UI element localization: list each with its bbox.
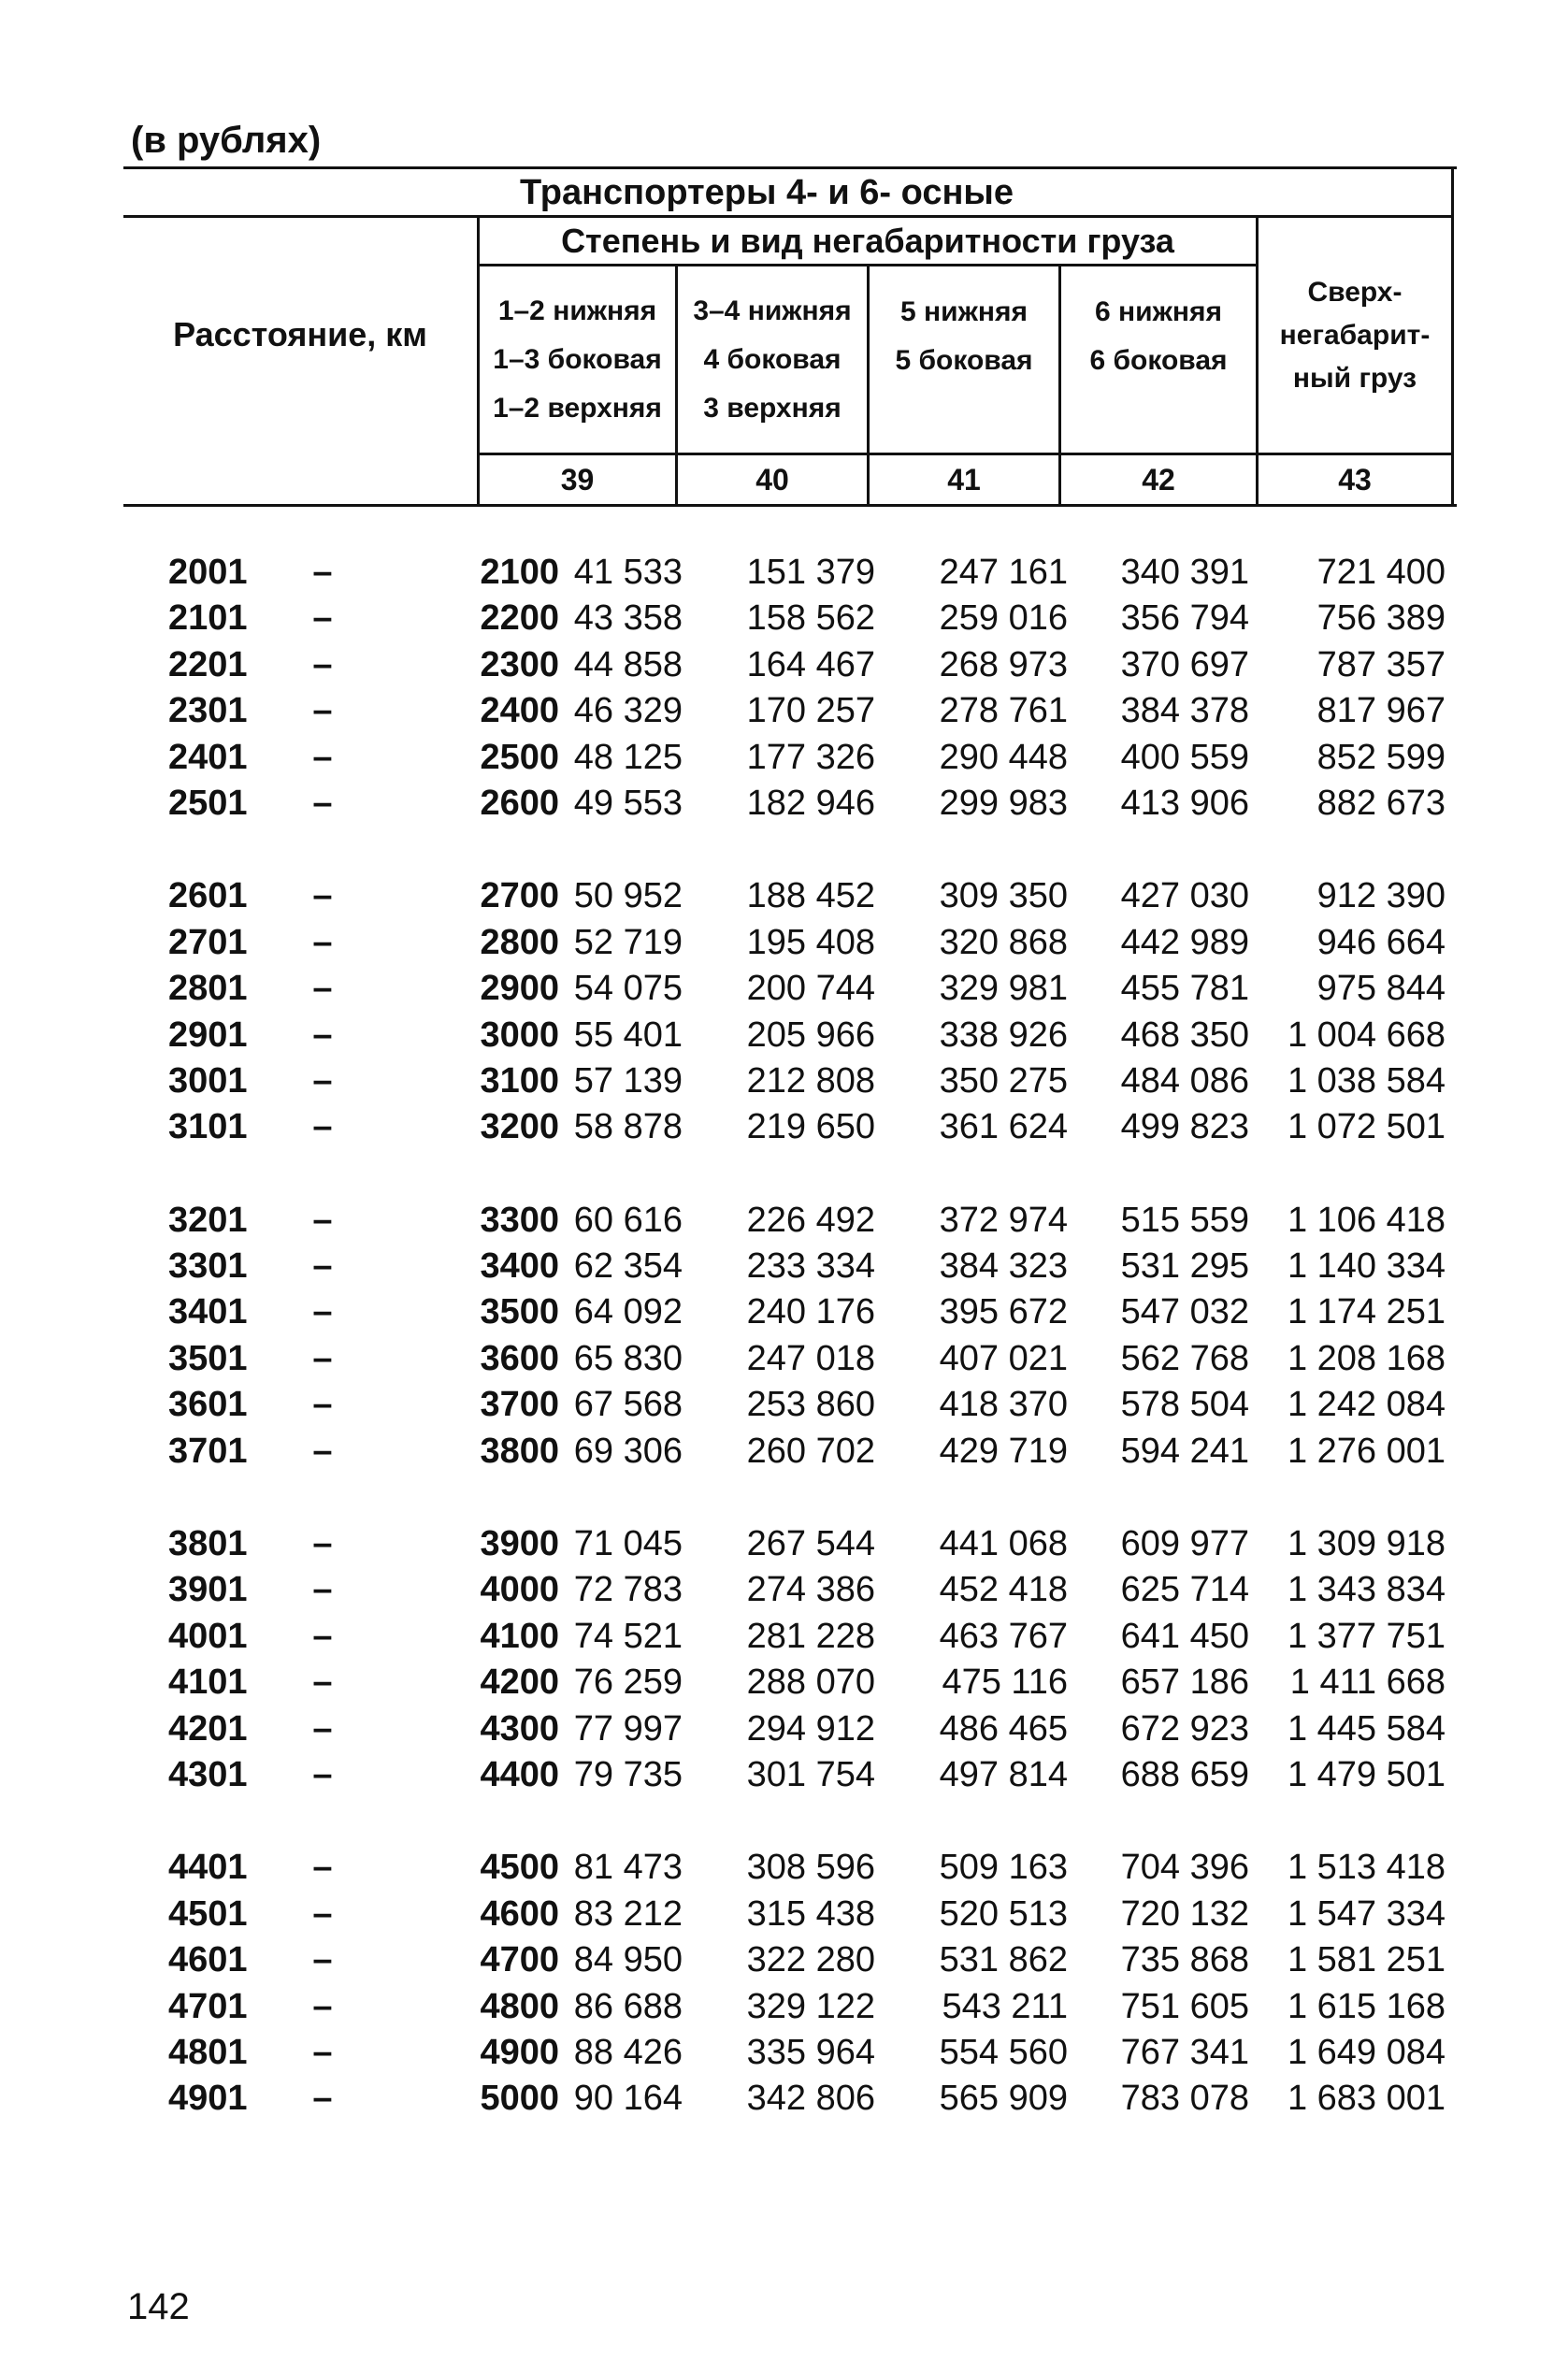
col-number-40: 40 xyxy=(755,462,789,497)
rate-cell-42: 531 295 xyxy=(1120,1246,1249,1287)
table-row xyxy=(123,873,1457,919)
rate-cell-41: 486 465 xyxy=(939,1708,1068,1749)
distance-from: 2301 xyxy=(168,691,248,731)
rate-cell-40: 164 467 xyxy=(746,644,875,684)
rate-cell-41: 475 116 xyxy=(942,1662,1068,1703)
rate-cell-41: 531 862 xyxy=(939,1940,1068,1980)
rate-cell-42: 356 794 xyxy=(1120,598,1249,639)
rate-cell-40: 158 562 xyxy=(746,598,875,639)
distance-from: 3001 xyxy=(168,1060,248,1101)
distance-to: 2200 xyxy=(480,598,559,639)
rate-cell-42: 515 559 xyxy=(1120,1200,1249,1240)
rate-cell-39: 48 125 xyxy=(573,737,683,777)
distance-from: 4401 xyxy=(168,1848,248,1888)
rate-cell-39: 77 997 xyxy=(573,1708,683,1749)
distance-dash: – xyxy=(312,1940,333,1980)
rate-cell-39: 62 354 xyxy=(573,1246,683,1287)
rate-cell-42: 720 132 xyxy=(1120,1893,1249,1934)
table-row xyxy=(123,735,1457,781)
rate-cell-41: 247 161 xyxy=(939,553,1068,592)
col-number-43: 43 xyxy=(1338,462,1372,497)
rate-cell-39: 57 139 xyxy=(573,1060,683,1101)
rate-cell-42: 468 350 xyxy=(1120,1015,1249,1055)
distance-from: 2901 xyxy=(168,1015,248,1055)
rate-cell-42: 484 086 xyxy=(1120,1060,1249,1101)
rate-cell-41: 509 163 xyxy=(939,1848,1068,1888)
rate-cell-40: 226 492 xyxy=(746,1200,875,1240)
rate-cell-39: 81 473 xyxy=(573,1848,683,1888)
rate-cell-39: 84 950 xyxy=(573,1940,683,1980)
rate-cell-39: 65 830 xyxy=(573,1338,683,1378)
distance-dash: – xyxy=(312,783,333,823)
distance-to: 2900 xyxy=(480,969,559,1009)
distance-dash: – xyxy=(312,1616,333,1656)
rate-cell-43: 1 547 334 xyxy=(1287,1893,1446,1934)
rate-cell-40: 301 754 xyxy=(746,1754,875,1794)
rate-cell-43: 882 673 xyxy=(1316,783,1446,823)
rate-cell-41: 350 275 xyxy=(939,1060,1068,1101)
rate-cell-39: 71 045 xyxy=(573,1524,683,1564)
rate-cell-42: 384 378 xyxy=(1120,691,1249,731)
rate-cell-39: 44 858 xyxy=(573,644,683,684)
rate-cell-40: 274 386 xyxy=(746,1570,875,1610)
rate-cell-43: 1 038 584 xyxy=(1287,1060,1446,1101)
col39-header: 1–2 нижняя 1–3 боковая 1–2 верхняя xyxy=(493,295,662,424)
table-title: Транспортеры 4- и 6- осные xyxy=(519,172,1014,212)
rate-cell-42: 704 396 xyxy=(1120,1848,1249,1888)
distance-to: 3200 xyxy=(480,1107,559,1147)
rate-cell-42: 688 659 xyxy=(1120,1754,1249,1794)
distance-header: Расстояние, км xyxy=(173,315,427,353)
rate-cell-40: 240 176 xyxy=(746,1292,875,1332)
distance-to: 4700 xyxy=(480,1940,559,1980)
rate-cell-43: 1 377 751 xyxy=(1287,1616,1446,1656)
rate-cell-39: 69 306 xyxy=(573,1431,683,1471)
table-row xyxy=(123,1984,1457,2030)
rate-cell-41: 497 814 xyxy=(939,1754,1068,1794)
rate-cell-42: 657 186 xyxy=(1120,1662,1249,1703)
rate-cell-39: 50 952 xyxy=(573,876,683,916)
rate-cell-41: 384 323 xyxy=(939,1246,1068,1287)
rate-cell-42: 735 868 xyxy=(1120,1940,1249,1980)
rate-cell-39: 52 719 xyxy=(573,922,683,962)
distance-from: 3201 xyxy=(168,1200,248,1240)
rate-cell-39: 46 329 xyxy=(573,691,683,731)
distance-dash: – xyxy=(312,1662,333,1703)
col42-header: 6 нижняя 6 боковая xyxy=(1089,296,1228,376)
rate-cell-40: 219 650 xyxy=(746,1107,875,1147)
table-row xyxy=(123,1892,1457,1937)
table-row xyxy=(123,1521,1457,1567)
table-row xyxy=(123,2030,1457,2076)
rate-cell-42: 547 032 xyxy=(1120,1292,1249,1332)
rate-cell-40: 281 228 xyxy=(746,1616,875,1656)
table-row xyxy=(123,1845,1457,1891)
rate-cell-40: 247 018 xyxy=(746,1338,875,1378)
distance-to: 3300 xyxy=(480,1200,559,1240)
distance-to: 5000 xyxy=(480,2079,559,2119)
rate-cell-40: 177 326 xyxy=(746,737,875,777)
units-note: (в рублях) xyxy=(131,120,322,161)
rate-cell-39: 90 164 xyxy=(573,2079,683,2119)
rate-cell-42: 370 697 xyxy=(1120,644,1249,684)
rate-cell-41: 565 909 xyxy=(939,2079,1068,2119)
distance-to: 4300 xyxy=(480,1708,559,1749)
rate-cell-42: 562 768 xyxy=(1120,1338,1249,1378)
row-group xyxy=(123,1845,1457,2122)
distance-dash: – xyxy=(312,737,333,777)
rate-cell-43: 1 411 668 xyxy=(1289,1662,1446,1703)
distance-from: 3501 xyxy=(168,1338,248,1378)
distance-from: 4501 xyxy=(168,1893,248,1934)
distance-from: 2501 xyxy=(168,783,248,823)
rate-cell-39: 67 568 xyxy=(573,1385,683,1425)
table-row xyxy=(123,550,1457,596)
distance-dash: – xyxy=(312,1246,333,1287)
table-row xyxy=(123,1289,1457,1335)
rate-cell-42: 641 450 xyxy=(1120,1616,1249,1656)
distance-dash: – xyxy=(312,1570,333,1610)
rate-cell-40: 205 966 xyxy=(746,1015,875,1055)
rate-cell-39: 72 783 xyxy=(573,1570,683,1610)
distance-to: 2800 xyxy=(480,922,559,962)
rate-cell-43: 1 581 251 xyxy=(1287,1940,1446,1980)
col-number-41: 41 xyxy=(947,462,981,497)
rate-cell-43: 1 445 584 xyxy=(1287,1708,1446,1749)
distance-dash: – xyxy=(312,598,333,639)
distance-dash: – xyxy=(312,969,333,1009)
distance-from: 3601 xyxy=(168,1385,248,1425)
distance-from: 4701 xyxy=(168,1986,248,2026)
rate-cell-41: 338 926 xyxy=(939,1015,1068,1055)
distance-to: 3000 xyxy=(480,1015,559,1055)
distance-from: 3901 xyxy=(168,1570,248,1610)
rate-cell-43: 946 664 xyxy=(1316,922,1446,962)
distance-to: 3100 xyxy=(480,1060,559,1101)
table-row xyxy=(123,596,1457,641)
distance-from: 4601 xyxy=(168,1940,248,1980)
distance-to: 2500 xyxy=(480,737,559,777)
rate-cell-41: 278 761 xyxy=(939,691,1068,731)
rate-cell-43: 756 389 xyxy=(1316,598,1446,639)
rate-cell-43: 1 615 168 xyxy=(1287,1986,1446,2026)
distance-from: 4801 xyxy=(168,2032,248,2072)
table-row xyxy=(123,688,1457,734)
distance-to: 2400 xyxy=(480,691,559,731)
distance-from: 2201 xyxy=(168,644,248,684)
distance-to: 4900 xyxy=(480,2032,559,2072)
table-row xyxy=(123,1198,1457,1244)
rate-cell-43: 852 599 xyxy=(1316,737,1446,777)
rate-cell-39: 60 616 xyxy=(573,1200,683,1240)
table-row xyxy=(123,966,1457,1012)
distance-from: 3401 xyxy=(168,1292,248,1332)
distance-dash: – xyxy=(312,1848,333,1888)
table-row xyxy=(123,1013,1457,1058)
distance-to: 3600 xyxy=(480,1338,559,1378)
distance-to: 2700 xyxy=(480,876,559,916)
table-row xyxy=(123,1336,1457,1382)
table-header xyxy=(123,166,1457,507)
table-row xyxy=(123,2076,1457,2122)
distance-dash: – xyxy=(312,1015,333,1055)
rate-cell-41: 309 350 xyxy=(939,876,1068,916)
distance-to: 2100 xyxy=(480,553,559,592)
rate-cell-43: 1 242 084 xyxy=(1287,1385,1446,1425)
distance-to: 2600 xyxy=(480,783,559,823)
rate-cell-41: 429 719 xyxy=(939,1431,1068,1471)
distance-dash: – xyxy=(312,1893,333,1934)
rate-cell-39: 49 553 xyxy=(573,783,683,823)
rate-cell-43: 1 140 334 xyxy=(1287,1246,1446,1287)
table-row xyxy=(123,1706,1457,1752)
distance-dash: – xyxy=(312,1107,333,1147)
rate-cell-39: 79 735 xyxy=(573,1754,683,1794)
rate-cell-42: 672 923 xyxy=(1120,1708,1249,1749)
table-row xyxy=(123,1244,1457,1289)
table-row xyxy=(123,1614,1457,1660)
table-row xyxy=(123,1937,1457,1983)
distance-from: 4001 xyxy=(168,1616,248,1656)
distance-dash: – xyxy=(312,1292,333,1332)
table-row xyxy=(123,781,1457,827)
rate-cell-41: 268 973 xyxy=(939,644,1068,684)
distance-to: 4500 xyxy=(480,1848,559,1888)
rate-cell-43: 1 649 084 xyxy=(1287,2032,1446,2072)
table-row xyxy=(123,642,1457,688)
table-row xyxy=(123,1382,1457,1428)
page-number: 142 xyxy=(127,2286,190,2327)
rate-cell-41: 407 021 xyxy=(939,1338,1068,1378)
distance-dash: – xyxy=(312,1754,333,1794)
distance-to: 3700 xyxy=(480,1385,559,1425)
rate-cell-40: 260 702 xyxy=(746,1431,875,1471)
rate-cell-43: 1 683 001 xyxy=(1287,2079,1446,2119)
distance-from: 4901 xyxy=(168,2079,248,2119)
rate-cell-42: 578 504 xyxy=(1120,1385,1249,1425)
rate-cell-40: 288 070 xyxy=(746,1662,875,1703)
rate-cell-43: 787 357 xyxy=(1316,644,1446,684)
distance-to: 4400 xyxy=(480,1754,559,1794)
rate-cell-40: 267 544 xyxy=(746,1524,875,1564)
rate-cell-42: 594 241 xyxy=(1120,1431,1249,1471)
rate-cell-41: 520 513 xyxy=(939,1893,1068,1934)
distance-dash: – xyxy=(312,1338,333,1378)
degree-header: Степень и вид негабаритности груза xyxy=(561,222,1174,260)
rate-cell-42: 427 030 xyxy=(1120,876,1249,916)
rate-cell-41: 395 672 xyxy=(939,1292,1068,1332)
rate-cell-43: 817 967 xyxy=(1316,691,1446,731)
distance-to: 3800 xyxy=(480,1431,559,1471)
rate-cell-39: 76 259 xyxy=(573,1662,683,1703)
distance-from: 2001 xyxy=(168,553,248,592)
rate-cell-39: 58 878 xyxy=(573,1107,683,1147)
distance-to: 2300 xyxy=(480,644,559,684)
rate-cell-43: 1 513 418 xyxy=(1287,1848,1446,1888)
table-row xyxy=(123,1058,1457,1104)
row-group xyxy=(123,1521,1457,1798)
rate-cell-40: 233 334 xyxy=(746,1246,875,1287)
rate-cell-41: 259 016 xyxy=(939,598,1068,639)
rate-cell-43: 912 390 xyxy=(1316,876,1446,916)
rate-cell-43: 1 309 918 xyxy=(1287,1524,1446,1564)
rate-cell-42: 455 781 xyxy=(1120,969,1249,1009)
rate-cell-43: 1 479 501 xyxy=(1287,1754,1446,1794)
rate-cell-40: 212 808 xyxy=(746,1060,875,1101)
rate-cell-41: 299 983 xyxy=(939,783,1068,823)
distance-from: 3301 xyxy=(168,1246,248,1287)
table-row xyxy=(123,1752,1457,1798)
distance-dash: – xyxy=(312,1200,333,1240)
distance-to: 4200 xyxy=(480,1662,559,1703)
rate-cell-43: 1 208 168 xyxy=(1287,1338,1446,1378)
rate-cell-41: 441 068 xyxy=(939,1524,1068,1564)
row-group xyxy=(123,1198,1457,1475)
rate-cell-41: 320 868 xyxy=(939,922,1068,962)
rate-cell-42: 400 559 xyxy=(1120,737,1249,777)
rate-cell-43: 1 072 501 xyxy=(1287,1107,1446,1147)
table-body xyxy=(123,550,1457,2169)
distance-to: 3500 xyxy=(480,1292,559,1332)
rate-cell-40: 182 946 xyxy=(746,783,875,823)
distance-from: 3701 xyxy=(168,1431,248,1471)
rate-cell-40: 188 452 xyxy=(746,876,875,916)
rate-cell-42: 340 391 xyxy=(1120,553,1249,592)
distance-dash: – xyxy=(312,2079,333,2119)
table-row xyxy=(123,1567,1457,1613)
rate-cell-41: 554 560 xyxy=(939,2032,1068,2072)
distance-dash: – xyxy=(312,1708,333,1749)
rate-cell-43: 721 400 xyxy=(1316,553,1446,592)
rate-cell-41: 361 624 xyxy=(939,1107,1068,1147)
rate-cell-42: 767 341 xyxy=(1120,2032,1249,2072)
distance-to: 3400 xyxy=(480,1246,559,1287)
row-group xyxy=(123,873,1457,1150)
rate-cell-39: 41 533 xyxy=(573,553,683,592)
col-number-42: 42 xyxy=(1142,462,1175,497)
row-group xyxy=(123,550,1457,827)
rate-cell-42: 751 605 xyxy=(1120,1986,1249,2026)
rate-cell-40: 308 596 xyxy=(746,1848,875,1888)
rate-cell-42: 413 906 xyxy=(1120,783,1249,823)
distance-dash: – xyxy=(312,1986,333,2026)
rate-cell-39: 43 358 xyxy=(573,598,683,639)
rate-cell-41: 543 211 xyxy=(942,1986,1068,2026)
rate-cell-39: 74 521 xyxy=(573,1616,683,1656)
col43-header: Сверх- негабарит- ный груз xyxy=(1279,276,1431,394)
rate-cell-41: 290 448 xyxy=(939,737,1068,777)
distance-dash: – xyxy=(312,553,333,592)
rate-cell-39: 88 426 xyxy=(573,2032,683,2072)
rate-cell-40: 322 280 xyxy=(746,1940,875,1980)
distance-dash: – xyxy=(312,1385,333,1425)
rate-cell-41: 329 981 xyxy=(939,969,1068,1009)
distance-from: 3801 xyxy=(168,1524,248,1564)
rate-cell-43: 1 276 001 xyxy=(1287,1431,1446,1471)
rate-cell-39: 55 401 xyxy=(573,1015,683,1055)
distance-from: 4301 xyxy=(168,1754,248,1794)
distance-from: 2701 xyxy=(168,922,248,962)
distance-dash: – xyxy=(312,1060,333,1101)
rate-cell-40: 151 379 xyxy=(746,553,875,592)
distance-from: 4101 xyxy=(168,1662,248,1703)
rate-cell-39: 54 075 xyxy=(573,969,683,1009)
distance-dash: – xyxy=(312,644,333,684)
rate-cell-42: 499 823 xyxy=(1120,1107,1249,1147)
rate-cell-42: 625 714 xyxy=(1120,1570,1249,1610)
rate-cell-41: 452 418 xyxy=(939,1570,1068,1610)
distance-to: 3900 xyxy=(480,1524,559,1564)
distance-dash: – xyxy=(312,922,333,962)
rate-cell-40: 195 408 xyxy=(746,922,875,962)
rate-cell-43: 1 004 668 xyxy=(1287,1015,1446,1055)
distance-dash: – xyxy=(312,876,333,916)
rate-cell-40: 335 964 xyxy=(746,2032,875,2072)
rate-cell-40: 342 806 xyxy=(746,2079,875,2119)
distance-from: 2801 xyxy=(168,969,248,1009)
rate-cell-40: 200 744 xyxy=(746,969,875,1009)
rate-cell-39: 64 092 xyxy=(573,1292,683,1332)
distance-from: 2101 xyxy=(168,598,248,639)
distance-from: 3101 xyxy=(168,1107,248,1147)
rate-cell-39: 83 212 xyxy=(573,1893,683,1934)
distance-from: 2601 xyxy=(168,876,248,916)
table-row xyxy=(123,1429,1457,1475)
rate-cell-42: 609 977 xyxy=(1120,1524,1249,1564)
table-row xyxy=(123,1104,1457,1150)
table-row xyxy=(123,1660,1457,1706)
distance-dash: – xyxy=(312,2032,333,2072)
rate-cell-41: 463 767 xyxy=(939,1616,1068,1656)
rate-cell-42: 783 078 xyxy=(1120,2079,1249,2119)
col-number-39: 39 xyxy=(560,462,595,497)
rate-cell-40: 170 257 xyxy=(746,691,875,731)
col41-header: 5 нижняя 5 боковая xyxy=(895,296,1033,376)
distance-from: 4201 xyxy=(168,1708,248,1749)
distance-dash: – xyxy=(312,1431,333,1471)
distance-to: 4100 xyxy=(480,1616,559,1656)
rate-cell-40: 315 438 xyxy=(746,1893,875,1934)
distance-dash: – xyxy=(312,691,333,731)
distance-to: 4000 xyxy=(480,1570,559,1610)
rate-cell-39: 86 688 xyxy=(573,1986,683,2026)
rate-cell-42: 442 989 xyxy=(1120,922,1249,962)
rate-cell-41: 372 974 xyxy=(939,1200,1068,1240)
rate-cell-43: 1 106 418 xyxy=(1287,1200,1446,1240)
col40-header: 3–4 нижняя 4 боковая 3 верхняя xyxy=(693,295,852,424)
rate-cell-40: 329 122 xyxy=(746,1986,875,2026)
distance-dash: – xyxy=(312,1524,333,1564)
rate-cell-40: 294 912 xyxy=(746,1708,875,1749)
distance-to: 4800 xyxy=(480,1986,559,2026)
rate-cell-43: 975 844 xyxy=(1316,969,1446,1009)
distance-from: 2401 xyxy=(168,737,248,777)
distance-to: 4600 xyxy=(480,1893,559,1934)
table-row xyxy=(123,920,1457,966)
rate-cell-43: 1 174 251 xyxy=(1287,1292,1446,1332)
rate-cell-41: 418 370 xyxy=(939,1385,1068,1425)
rate-cell-40: 253 860 xyxy=(746,1385,875,1425)
rate-cell-43: 1 343 834 xyxy=(1287,1570,1446,1610)
